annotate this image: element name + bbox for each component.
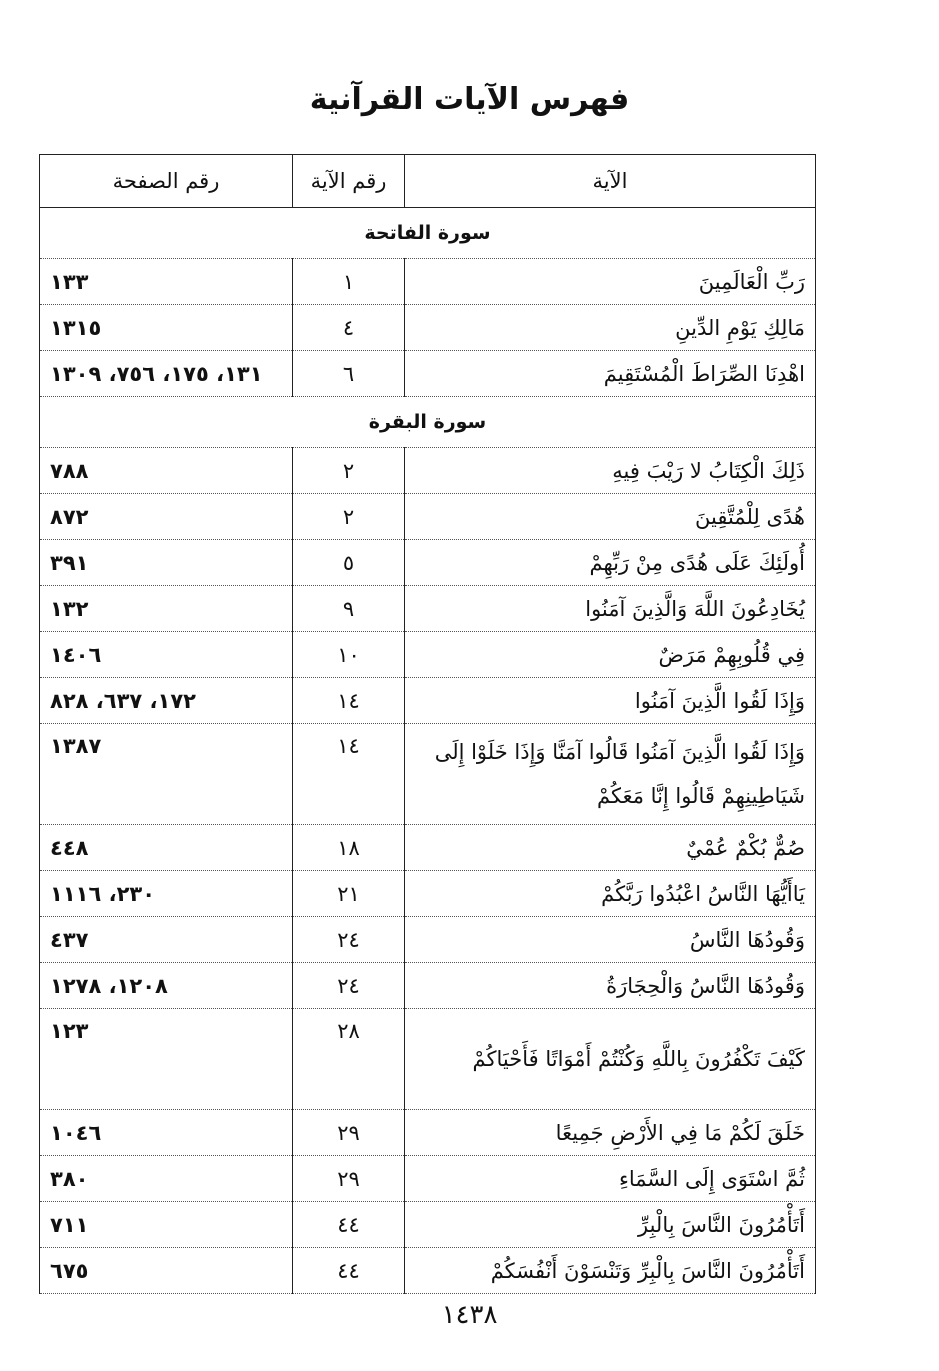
surah-heading: سورة البقرة — [40, 397, 816, 448]
ayah-number: ٢ — [293, 448, 405, 494]
ayah-text: رَبِّ الْعَالَمِينَ — [405, 259, 816, 305]
ayah-number: ٢٤ — [293, 917, 405, 963]
table-row — [40, 351, 816, 397]
ayah-text: صُمٌّ بُكْمٌ عُمْيٌ — [405, 825, 816, 871]
page-numbers: ١٢٣ — [40, 1009, 293, 1110]
ayah-text: خَلَقَ لَكُمْ مَا فِي الأَرْضِ جَمِيعًا — [405, 1110, 816, 1156]
ayah-text: فِي قُلُوبِهِمْ مَرَضٌ — [405, 632, 816, 678]
table-row — [40, 825, 816, 871]
page-numbers: ٤٣٧ — [40, 917, 293, 963]
ayah-text: ذَلِكَ الْكِتَابُ لا رَيْبَ فِيهِ — [405, 448, 816, 494]
table-row — [40, 1156, 816, 1202]
table-row — [40, 540, 816, 586]
table-row — [40, 259, 816, 305]
page-title: فهرس الآيات القرآنية — [309, 82, 630, 117]
ayah-number: ١٠ — [293, 632, 405, 678]
page-numbers: ٤٤٨ — [40, 825, 293, 871]
table-row — [40, 305, 816, 351]
page-numbers: ٣٩١ — [40, 540, 293, 586]
surah-heading-row — [40, 208, 816, 259]
page-numbers: ٧١١ — [40, 1202, 293, 1248]
ayah-number: ٢٨ — [293, 1009, 405, 1110]
surah-heading-row — [40, 397, 816, 448]
table-row — [40, 448, 816, 494]
page-numbers: ١٢٠٨، ١٢٧٨ — [40, 963, 293, 1009]
ayah-text: أَتَأْمُرُونَ النَّاسَ بِالْبِرِّ وَتَنْسَوْنَ أَنْفُسَكُمْ — [405, 1248, 816, 1294]
ayah-text: يُخَادِعُونَ اللَّهَ وَالَّذِينَ آمَنُوا — [405, 586, 816, 632]
page-numbers: ١٣١٥ — [40, 305, 293, 351]
ayah-number: ٥ — [293, 540, 405, 586]
header-ayah: الآية — [405, 155, 816, 208]
ayah-number: ٤٤ — [293, 1248, 405, 1294]
table-row — [40, 678, 816, 724]
page-numbers: ٧٨٨ — [40, 448, 293, 494]
ayah-number: ٢٩ — [293, 1156, 405, 1202]
page-numbers: ٢٣٠، ١١١٦ — [40, 871, 293, 917]
surah-heading: سورة الفاتحة — [40, 208, 816, 259]
table-row — [40, 632, 816, 678]
ayah-number: ٩ — [293, 586, 405, 632]
table-row — [40, 724, 816, 825]
ayah-text: وَإِذَا لَقُوا الَّذِينَ آمَنُوا قَالُوا آمَنَّا وَإِذَا خَلَوْا إِلَى شَيَاطِينِهِمْ قَالُوا إِنَّا مَعَكُمْ — [405, 724, 816, 825]
ayah-number: ٢ — [293, 494, 405, 540]
page-numbers: ١٠٤٦ — [40, 1110, 293, 1156]
ayah-number: ١٨ — [293, 825, 405, 871]
ayah-text: أُولَئِكَ عَلَى هُدًى مِنْ رَبِّهِمْ — [405, 540, 816, 586]
page-numbers: ١٣٣ — [40, 259, 293, 305]
table-header-row — [40, 155, 816, 208]
table-row — [40, 1110, 816, 1156]
header-ayah-number: رقم الآية — [293, 155, 405, 208]
page-numbers: ٣٨٠ — [40, 1156, 293, 1202]
ayah-text: مَالِكِ يَوْمِ الدِّينِ — [405, 305, 816, 351]
page-numbers: ١٣٢ — [40, 586, 293, 632]
ayah-text: أَتَأْمُرُونَ النَّاسَ بِالْبِرِّ — [405, 1202, 816, 1248]
header-page-number: رقم الصفحة — [40, 155, 293, 208]
table-row — [40, 1202, 816, 1248]
verse-index-table — [39, 154, 816, 1294]
page-numbers: ١٣١، ١٧٥، ٧٥٦، ١٣٠٩ — [40, 351, 293, 397]
ayah-text: وَقُودُهَا النَّاسُ — [405, 917, 816, 963]
ayah-number: ٤ — [293, 305, 405, 351]
page-numbers: ١٧٢، ٦٣٧، ٨٢٨ — [40, 678, 293, 724]
table-row — [40, 586, 816, 632]
ayah-number: ٢٤ — [293, 963, 405, 1009]
ayah-text: يَاأَيُّهَا النَّاسُ اعْبُدُوا رَبَّكُمْ — [405, 871, 816, 917]
table-row — [40, 917, 816, 963]
ayah-text: كَيْفَ تَكْفُرُونَ بِاللَّهِ وَكُنْتُمْ أَمْوَاتًا فَأَحْيَاكُمْ — [405, 1009, 816, 1110]
page-numbers: ١٣٨٧ — [40, 724, 293, 825]
ayah-text: اهْدِنَا الصِّرَاطَ الْمُسْتَقِيمَ — [405, 351, 816, 397]
ayah-text: وَقُودُهَا النَّاسُ وَالْحِجَارَةُ — [405, 963, 816, 1009]
table-row — [40, 1009, 816, 1110]
ayah-number: ٢١ — [293, 871, 405, 917]
page-numbers: ٨٧٢ — [40, 494, 293, 540]
ayah-text: هُدًى لِلْمُتَّقِينَ — [405, 494, 816, 540]
ayah-number: ٤٤ — [293, 1202, 405, 1248]
ayah-number: ١٤ — [293, 724, 405, 825]
table-row — [40, 1248, 816, 1294]
page-numbers: ١٤٠٦ — [40, 632, 293, 678]
page-numbers: ٦٧٥ — [40, 1248, 293, 1294]
ayah-number: ٢٩ — [293, 1110, 405, 1156]
table-row — [40, 494, 816, 540]
ayah-text: وَإِذَا لَقُوا الَّذِينَ آمَنُوا — [405, 678, 816, 724]
table-body — [40, 208, 816, 1294]
ayah-number: ١ — [293, 259, 405, 305]
ayah-number: ١٤ — [293, 678, 405, 724]
page-number: ١٤٣٨ — [441, 1300, 498, 1330]
ayah-number: ٦ — [293, 351, 405, 397]
table-row — [40, 871, 816, 917]
table-row — [40, 963, 816, 1009]
ayah-text: ثُمَّ اسْتَوَى إِلَى السَّمَاءِ — [405, 1156, 816, 1202]
